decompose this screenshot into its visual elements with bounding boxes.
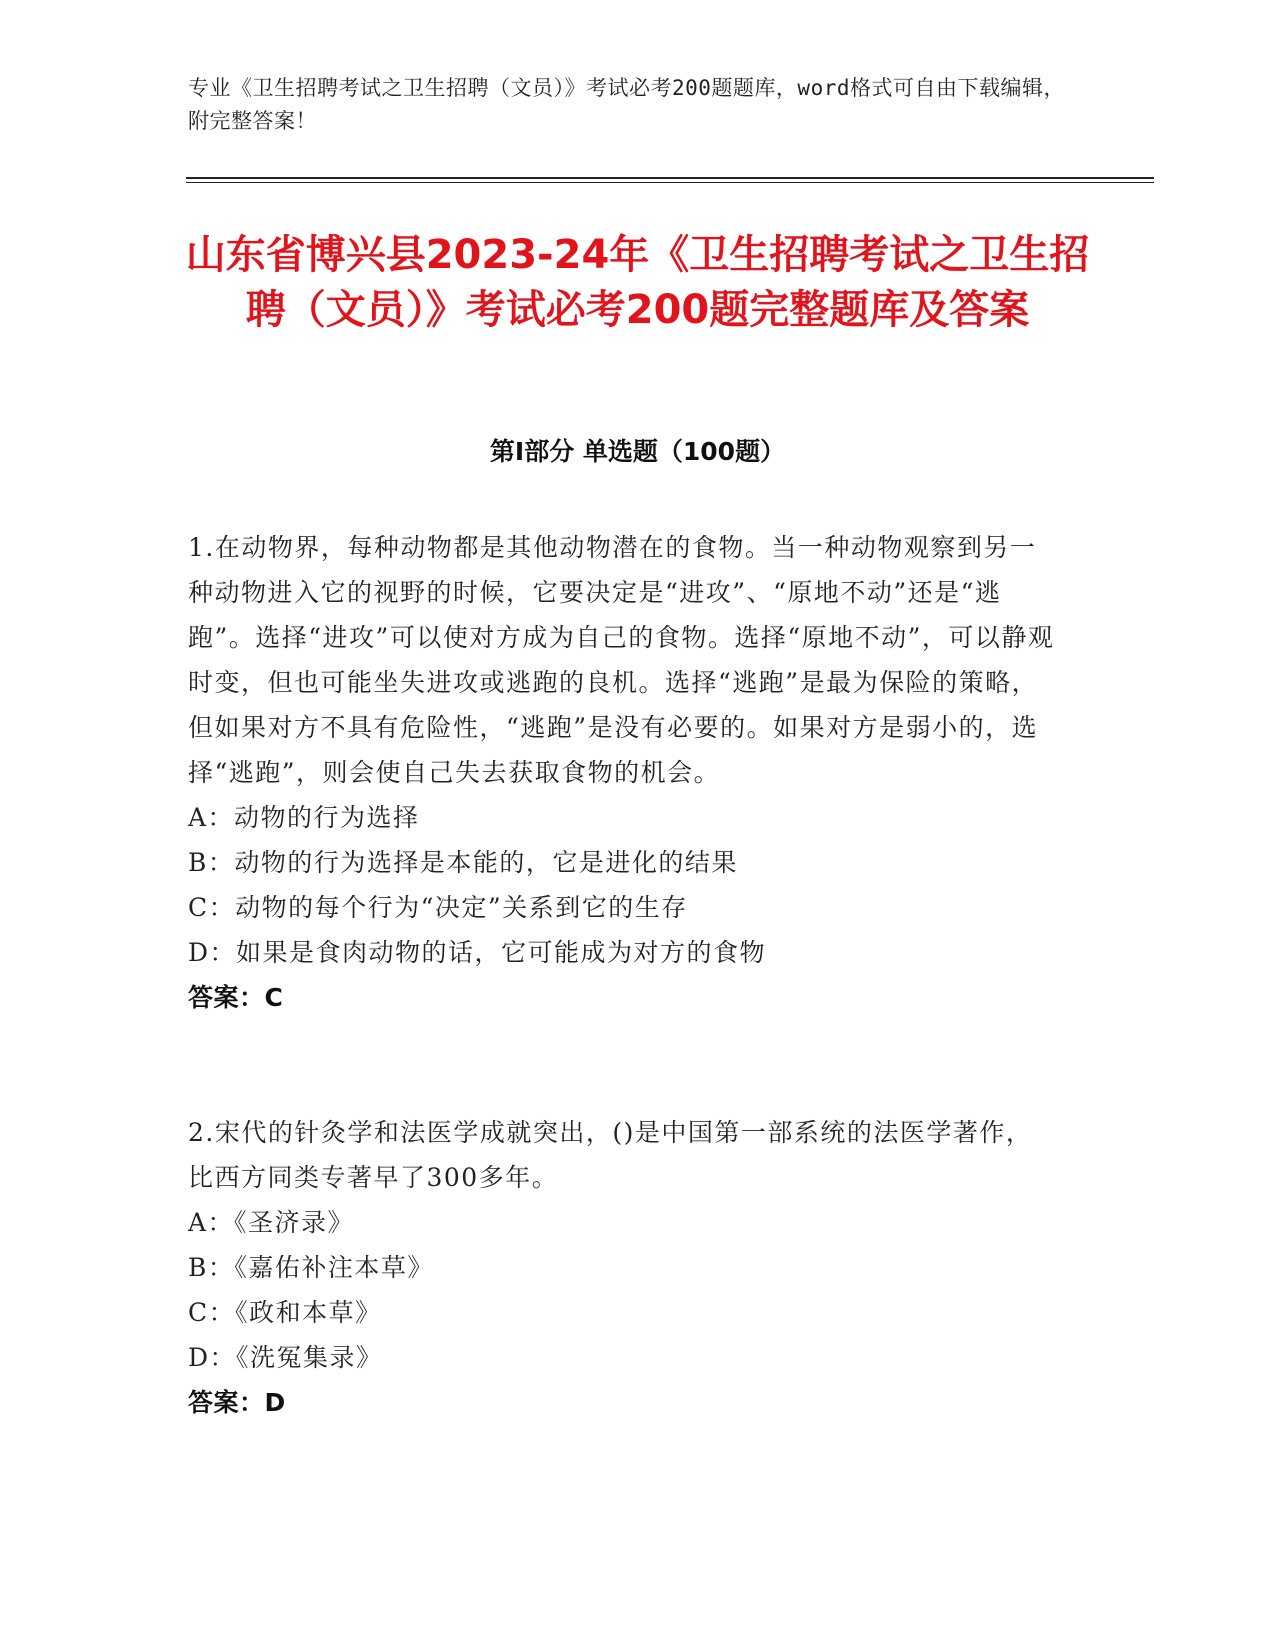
question-block <box>188 525 1058 1020</box>
option-d: D：如果是食肉动物的话，它可能成为对方的食物 <box>188 938 767 967</box>
section-title: 第I部分 单选题（100题） <box>489 437 786 466</box>
option-b: B：《嘉佑补注本草》 <box>188 1253 434 1282</box>
option-d: D：《洗冤集录》 <box>188 1343 383 1372</box>
question-stem: 1.在动物界，每种动物都是其他动物潜在的食物。当一种动物观察到另一种动物进入它的视野的时候，它要决定是“进攻”、“原地不动”还是“逃跑”。选择“进攻”可以使对方成为自己的食物。选择“原地不动”，可以静观时变，但也可能坐失进攻或逃跑的良机。选择“逃跑”是最为保险的策略，但如果对方不具有危险性，“逃跑”是没有必要的。如果对方是弱小的，选择“逃跑”，则会使自己失去获取食物的机会。 <box>188 533 1055 787</box>
answer-line: 答案：C <box>188 983 284 1012</box>
option-a: A：动物的行为选择 <box>188 803 420 832</box>
question-block <box>188 1110 1058 1425</box>
header-divider-thick <box>186 177 1154 179</box>
header-divider-thin <box>186 182 1154 183</box>
question-stem: 2.宋代的针灸学和法医学成就突出，()是中国第一部系统的法医学著作，比西方同类专著早了300多年。 <box>188 1118 1033 1192</box>
option-b: B：动物的行为选择是本能的，它是进化的结果 <box>188 848 738 877</box>
header-note: 专业《卫生招聘考试之卫生招聘（文员）》考试必考200题题库，word格式可自由下载编辑，附完整答案！ <box>188 76 1065 133</box>
option-a: A：《圣济录》 <box>188 1208 355 1237</box>
document-title: 山东省博兴县2023-24年《卫生招聘考试之卫生招聘（文员）》考试必考200题完整题库及答案 <box>185 232 1090 333</box>
option-c: C：《政和本草》 <box>188 1298 382 1327</box>
answer-line: 答案：D <box>188 1388 286 1417</box>
option-c: C：动物的每个行为“决定”关系到它的生存 <box>188 893 688 922</box>
